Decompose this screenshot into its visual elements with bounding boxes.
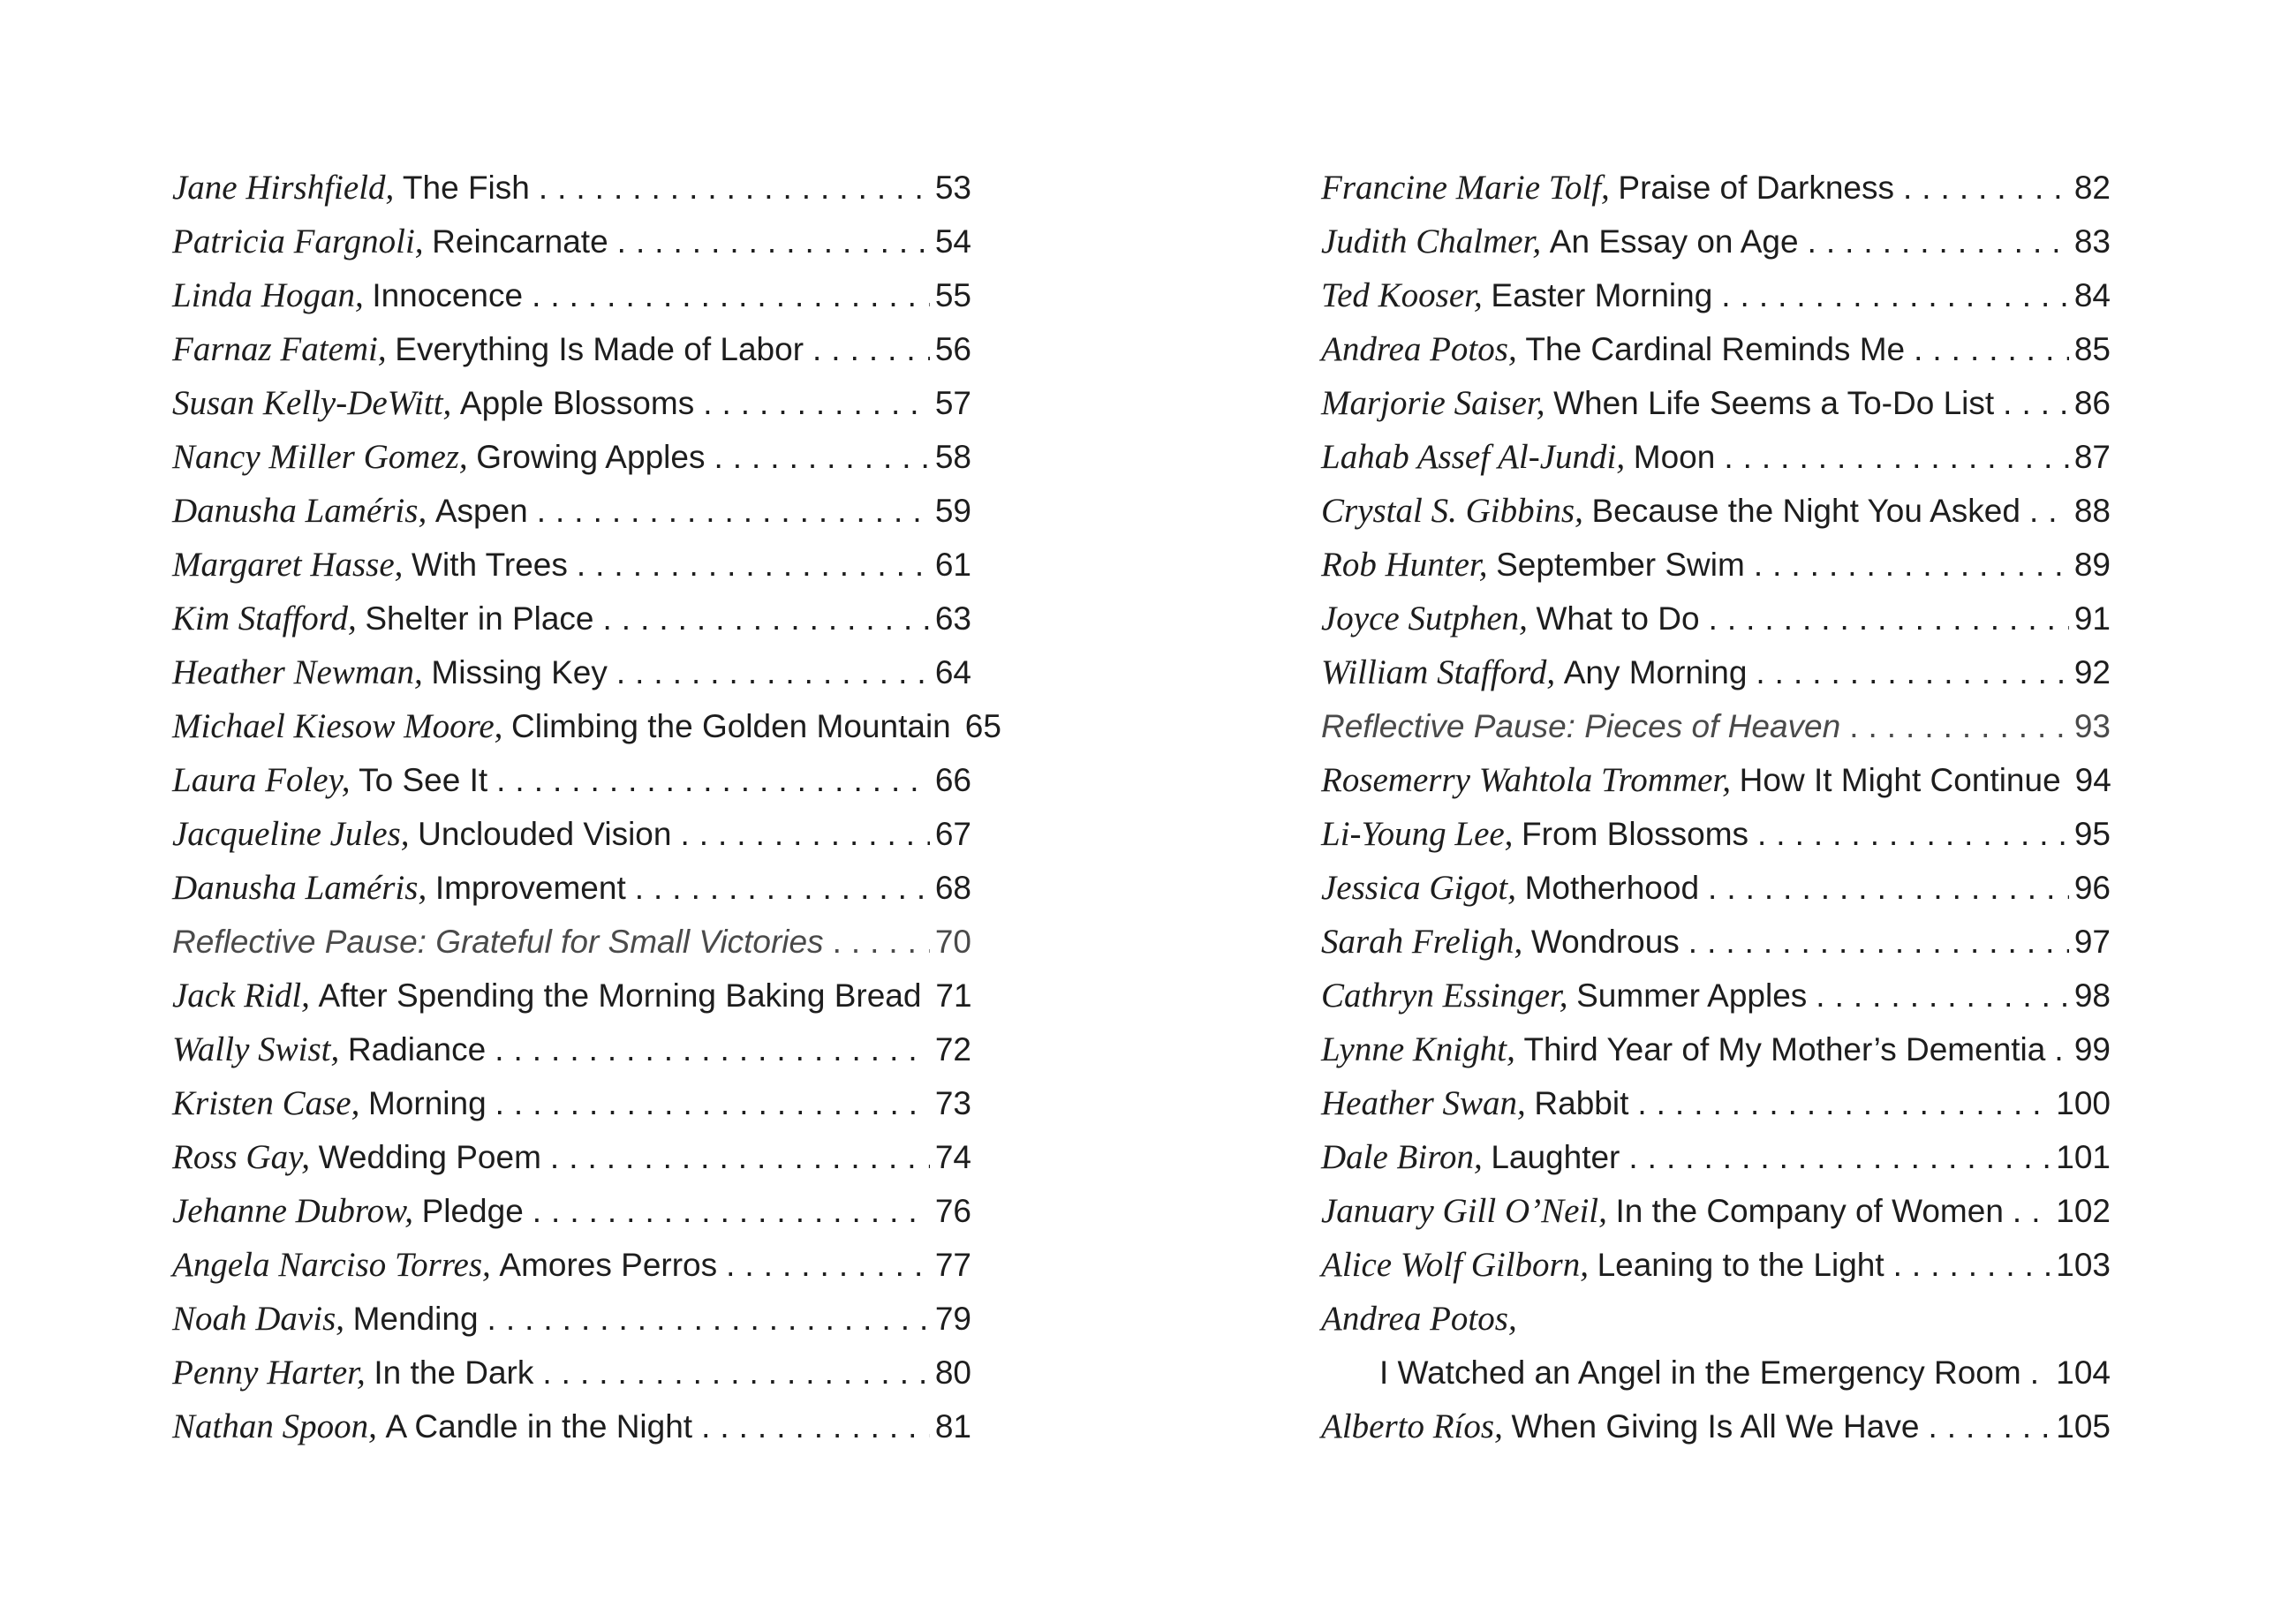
toc-entry — [1321, 699, 2111, 753]
entry-author: Nathan Spoon, — [172, 1407, 377, 1445]
entry-title: Unclouded Vision — [418, 816, 672, 852]
entry-page-number: 63 — [934, 600, 971, 637]
dot-leader — [617, 215, 930, 268]
entry-title: After Spending the Morning Baking Bread — [318, 977, 922, 1014]
dot-leader — [1816, 969, 2069, 1022]
entry-author: Alberto Ríos, — [1321, 1407, 1503, 1445]
entry-author: Heather Swan, — [1321, 1084, 1526, 1122]
entry-author: Heather Newman, — [172, 653, 423, 691]
entry-title: Mending — [352, 1301, 479, 1337]
toc-entry — [172, 1130, 971, 1184]
toc-entry — [172, 538, 971, 592]
entry-title: In the Dark — [374, 1354, 534, 1391]
toc-entry — [1321, 1076, 2111, 1130]
entry-author: Noah Davis, — [172, 1300, 344, 1338]
toc-left-column — [172, 161, 1001, 1453]
entry-author: Sarah Freligh, — [1321, 923, 1523, 961]
entry-title: Laughter — [1491, 1139, 1620, 1175]
entry-page-number: 74 — [934, 1139, 971, 1175]
entry-author: Danusha Laméris, — [172, 869, 427, 907]
entry-author: Lahab Assef Al-Jundi, — [1321, 438, 1626, 476]
entry-title: September Swim — [1496, 547, 1745, 583]
dot-leader — [495, 1022, 930, 1076]
entry-author: Rosemerry Wahtola Trommer, — [1321, 761, 1732, 799]
toc-entry — [172, 215, 971, 268]
toc-entry — [172, 430, 971, 484]
dot-leader — [1849, 699, 2069, 753]
entry-author: Jehanne Dubrow, — [172, 1192, 413, 1230]
dot-leader — [1756, 645, 2068, 699]
toc-entry — [172, 161, 971, 215]
dot-leader — [1688, 915, 2069, 969]
entry-author: Jacqueline Jules, — [172, 815, 410, 853]
dot-leader — [532, 268, 930, 322]
entry-page-number: 96 — [2073, 870, 2111, 906]
entry-title: Easter Morning — [1491, 277, 1713, 313]
entry-author: Ted Kooser, — [1321, 276, 1483, 314]
entry-page-number: 67 — [934, 816, 971, 852]
entry-author: Nancy Miller Gomez, — [172, 438, 468, 476]
entry-page-number: 97 — [2073, 924, 2111, 960]
entry-title: Wedding Poem — [318, 1139, 541, 1175]
entry-page-number: 94 — [2074, 762, 2111, 798]
entry-title: Innocence — [372, 277, 524, 313]
dot-leader — [812, 322, 930, 376]
dot-leader — [539, 161, 930, 215]
entry-author: Rob Hunter, — [1321, 546, 1488, 584]
dot-leader — [1721, 268, 2069, 322]
dot-leader — [487, 1292, 930, 1346]
dot-leader — [703, 376, 930, 430]
entry-title: In the Company of Women — [1615, 1193, 2004, 1229]
entry-title: With Trees — [412, 547, 568, 583]
entry-page-number: 80 — [934, 1354, 971, 1391]
dot-leader — [701, 1400, 930, 1453]
toc-entry — [1321, 268, 2111, 322]
dot-leader — [1637, 1076, 2051, 1130]
entry-page-number: 86 — [2073, 385, 2111, 421]
toc-entry — [1321, 592, 2111, 645]
entry-page-number: 54 — [934, 223, 971, 260]
toc-entry — [1321, 161, 2111, 215]
dot-leader — [2029, 484, 2069, 538]
entry-page-number: 89 — [2073, 547, 2111, 583]
entry-page-number: 61 — [934, 547, 971, 583]
entry-title: When Life Seems a To-Do List — [1553, 385, 1995, 421]
entry-author: Jack Ridl, — [172, 977, 310, 1015]
entry-author: Laura Foley, — [172, 761, 351, 799]
toc-entry — [172, 915, 971, 969]
dot-leader — [726, 1238, 930, 1292]
entry-page-number: 100 — [2056, 1085, 2111, 1121]
dot-leader — [2003, 376, 2069, 430]
entry-title: Morning — [367, 1085, 487, 1121]
toc-entry — [172, 1022, 971, 1076]
toc-entry — [172, 699, 1001, 753]
entry-title: What to Do — [1536, 600, 1700, 637]
toc-entry — [1321, 322, 2111, 376]
entry-author: Jessica Gigot, — [1321, 869, 1516, 907]
entry-author: Susan Kelly-DeWitt, — [172, 384, 452, 422]
toc-entry — [1321, 215, 2111, 268]
entry-author: Patricia Fargnoli, — [172, 223, 424, 260]
entry-title: Reincarnate — [432, 223, 608, 260]
entry-page-number: 88 — [2073, 493, 2111, 529]
dot-leader — [616, 645, 930, 699]
entry-page-number: 56 — [934, 331, 971, 367]
dot-leader — [537, 484, 930, 538]
toc-entry — [1321, 1130, 2111, 1184]
entry-title: Radiance — [347, 1031, 487, 1068]
entry-title: Motherhood — [1524, 870, 1700, 906]
entry-title: Any Morning — [1563, 654, 1748, 690]
entry-page-number: 99 — [2073, 1031, 2111, 1068]
dot-leader — [532, 1184, 930, 1238]
entry-title: Wondrous — [1530, 924, 1680, 960]
entry-page-number: 65 — [964, 708, 1001, 744]
entry-page-number: 77 — [934, 1247, 971, 1283]
toc-entry — [1321, 915, 2111, 969]
entry-author: Andrea Potos, — [1321, 1300, 1517, 1338]
dot-leader — [1628, 1130, 2051, 1184]
entry-title: Missing Key — [431, 654, 608, 690]
entry-page-number: 95 — [2073, 816, 2111, 852]
dot-leader — [680, 807, 929, 861]
entry-page-number: 57 — [934, 385, 971, 421]
toc-entry — [1321, 484, 2111, 538]
dot-leader — [833, 915, 930, 969]
entry-title: An Essay on Age — [1549, 223, 1799, 260]
entry-title: Reflective Pause: Grateful for Small Victories — [172, 924, 824, 960]
entry-page-number: 59 — [934, 493, 971, 529]
toc-entry — [172, 645, 971, 699]
dot-leader — [603, 592, 930, 645]
entry-title: Reflective Pause: Pieces of Heaven — [1321, 708, 1841, 744]
entry-author: Angela Narciso Torres, — [172, 1246, 491, 1284]
toc-entry — [172, 1400, 971, 1453]
entry-page-number: 83 — [2073, 223, 2111, 260]
toc-entry — [1321, 430, 2111, 484]
entry-author: Dale Biron, — [1321, 1138, 1483, 1176]
dot-leader — [577, 538, 930, 592]
entry-title: Rabbit — [1534, 1085, 1629, 1121]
entry-title: Amores Perros — [499, 1247, 718, 1283]
toc-entry — [172, 1184, 971, 1238]
toc-entry — [1321, 538, 2111, 592]
entry-title: Pledge — [421, 1193, 524, 1229]
entry-page-number: 66 — [934, 762, 971, 798]
toc-entry — [1321, 1184, 2111, 1238]
entry-author: Cathryn Essinger, — [1321, 977, 1568, 1015]
dot-leader — [2054, 1022, 2068, 1076]
toc-entry — [172, 807, 971, 861]
toc-entry — [172, 861, 971, 915]
entry-page-number: 64 — [934, 654, 971, 690]
toc-entry — [172, 1238, 971, 1292]
entry-page-number: 93 — [2073, 708, 2111, 744]
toc-entry — [172, 592, 971, 645]
dot-leader — [635, 861, 930, 915]
dot-leader — [496, 753, 930, 807]
entry-page-number: 87 — [2073, 439, 2111, 475]
dot-leader — [1808, 215, 2069, 268]
entry-page-number: 76 — [934, 1193, 971, 1229]
toc-entry — [1321, 753, 2111, 807]
entry-author: Penny Harter, — [172, 1354, 366, 1392]
dot-leader — [550, 1130, 930, 1184]
toc-entry — [1321, 1238, 2111, 1292]
entry-title: When Giving Is All We Have — [1511, 1408, 1920, 1445]
entry-author: Wally Swist, — [172, 1030, 340, 1068]
entry-page-number: 53 — [934, 170, 971, 206]
entry-page-number: 103 — [2056, 1247, 2111, 1283]
dot-leader — [2013, 1184, 2051, 1238]
entry-page-number: 91 — [2073, 600, 2111, 637]
dot-leader — [1757, 807, 2069, 861]
entry-author: Michael Kiesow Moore, — [172, 707, 503, 745]
toc-entry — [172, 484, 971, 538]
entry-page-number: 68 — [934, 870, 971, 906]
entry-page-number: 104 — [2056, 1354, 2111, 1391]
entry-author: Alice Wolf Gilborn, — [1321, 1246, 1589, 1284]
entry-title: Moon — [1633, 439, 1716, 475]
entry-author: Crystal S. Gibbins, — [1321, 492, 1583, 530]
entry-page-number: 82 — [2073, 170, 2111, 206]
toc-entry — [1321, 1346, 2111, 1400]
entry-author: January Gill O’Neil, — [1321, 1192, 1607, 1230]
toc-entry — [1321, 376, 2111, 430]
entry-author: Kim Stafford, — [172, 600, 357, 638]
dot-leader — [714, 430, 929, 484]
entry-author: Linda Hogan, — [172, 276, 364, 314]
entry-page-number: 98 — [2073, 977, 2111, 1014]
entry-author: Francine Marie Tolf, — [1321, 169, 1610, 207]
entry-title: How It Might Continue — [1739, 762, 2061, 798]
entry-page-number: 102 — [2056, 1193, 2111, 1229]
entry-page-number: 84 — [2073, 277, 2111, 313]
entry-title: I Watched an Angel in the Emergency Room — [1379, 1354, 2021, 1391]
entry-page-number: 85 — [2073, 331, 2111, 367]
dot-leader — [1928, 1400, 2051, 1453]
toc-entry — [1321, 645, 2111, 699]
entry-title: Shelter in Place — [365, 600, 594, 637]
entry-title: To See It — [359, 762, 488, 798]
entry-page-number: 105 — [2056, 1408, 2111, 1445]
entry-page-number: 72 — [934, 1031, 971, 1068]
toc-entry — [172, 322, 971, 376]
entry-page-number: 55 — [934, 277, 971, 313]
entry-author: Margaret Hasse, — [172, 546, 404, 584]
toc-entry — [172, 268, 971, 322]
entry-page-number: 70 — [934, 924, 971, 960]
entry-author: Kristen Case, — [172, 1084, 360, 1122]
entry-title: A Candle in the Night — [385, 1408, 693, 1445]
entry-author: Lynne Knight, — [1321, 1030, 1515, 1068]
entry-author: Farnaz Fatemi, — [172, 330, 387, 368]
entry-title: Everything Is Made of Labor — [395, 331, 804, 367]
entry-title: Summer Apples — [1576, 977, 1808, 1014]
toc-entry — [1321, 1022, 2111, 1076]
entry-title: Improvement — [434, 870, 626, 906]
entry-page-number: 92 — [2073, 654, 2111, 690]
entry-page-number: 58 — [934, 439, 971, 475]
entry-title: Aspen — [434, 493, 528, 529]
entry-author: Joyce Sutphen, — [1321, 600, 1528, 638]
toc-entry — [1321, 1292, 2111, 1346]
dot-leader — [1893, 1238, 2051, 1292]
entry-author: Li-Young Lee, — [1321, 815, 1514, 853]
entry-title: Third Year of My Mother’s Dementia — [1523, 1031, 2046, 1068]
entry-author: Judith Chalmer, — [1321, 223, 1542, 260]
entry-author: Marjorie Saiser, — [1321, 384, 1545, 422]
toc-entry — [172, 1076, 971, 1130]
toc-entry — [172, 376, 971, 430]
dot-leader — [1914, 322, 2069, 376]
entry-page-number: 79 — [934, 1301, 971, 1337]
entry-page-number: 73 — [934, 1085, 971, 1121]
toc-entry — [1321, 969, 2111, 1022]
entry-page-number: 71 — [935, 977, 972, 1014]
entry-title: Because the Night You Asked — [1591, 493, 2020, 529]
entry-page-number: 101 — [2056, 1139, 2111, 1175]
toc-entry — [172, 1346, 971, 1400]
entry-author: Jane Hirshfield, — [172, 169, 395, 207]
dot-leader — [1724, 430, 2069, 484]
toc-entry — [172, 969, 971, 1022]
toc-entry — [172, 753, 971, 807]
entry-title: Growing Apples — [476, 439, 706, 475]
dot-leader — [2030, 1346, 2051, 1400]
dot-leader — [1903, 161, 2069, 215]
entry-author: William Stafford, — [1321, 653, 1556, 691]
toc-entry — [172, 1292, 971, 1346]
dot-leader — [495, 1076, 930, 1130]
dot-leader — [1708, 861, 2069, 915]
dot-leader — [1709, 592, 2069, 645]
entry-title: Leaning to the Light — [1597, 1247, 1884, 1283]
entry-title: Praise of Darkness — [1618, 170, 1894, 206]
toc-entry — [1321, 1400, 2111, 1453]
toc-entry — [1321, 861, 2111, 915]
entry-page-number: 81 — [934, 1408, 971, 1445]
toc-right-column — [1321, 161, 2111, 1453]
dot-leader — [542, 1346, 929, 1400]
entry-title: From Blossoms — [1522, 816, 1749, 852]
entry-author: Andrea Potos, — [1321, 330, 1517, 368]
toc-entry — [1321, 807, 2111, 861]
entry-title: Apple Blossoms — [459, 385, 695, 421]
entry-title: Climbing the Golden Mountain — [511, 708, 951, 744]
dot-leader — [1754, 538, 2069, 592]
entry-author: Ross Gay, — [172, 1138, 310, 1176]
entry-title: The Fish — [402, 170, 530, 206]
entry-author: Danusha Laméris, — [172, 492, 427, 530]
entry-title: The Cardinal Reminds Me — [1525, 331, 1906, 367]
